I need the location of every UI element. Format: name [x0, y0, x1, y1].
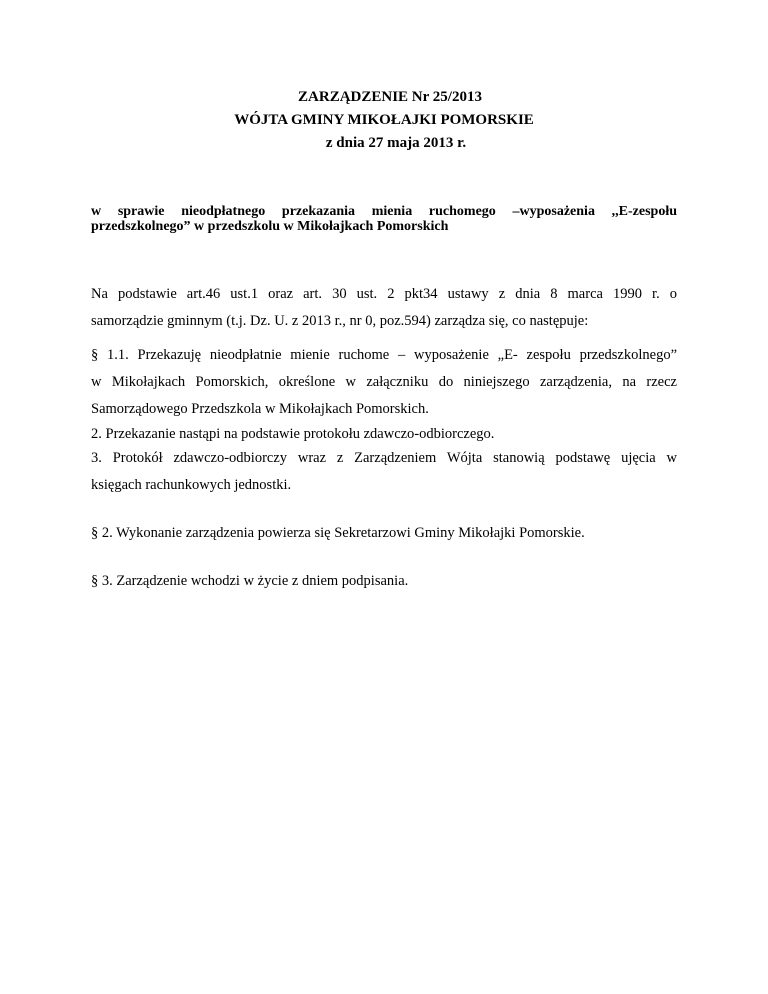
section-1-point-3: 3. Protokół zdawczo-odbiorczy wraz z Zarządzeniem Wójta stanowią podstawę ujęcia w — [91, 450, 677, 466]
legal-basis-line: Na podstawie art.46 ust.1 oraz art. 30 ust. 2 pkt34 ustawy z dnia 8 marca 1990 r. o — [91, 286, 677, 302]
section-1-line: § 1.1. Przekazuję nieodpłatnie mienie ruchome – wyposażenie „E- zespołu przedszkolnego” — [91, 347, 677, 363]
section-3-paragraph — [91, 568, 677, 595]
section-1-paragraph — [91, 342, 677, 499]
section-1-line: Samorządowego Przedszkola w Mikołajkach Pomorskich. — [91, 401, 429, 417]
legal-basis-line: samorządzie gminnym (t.j. Dz. U. z 2013 r., nr 0, poz.594) zarządza się, co następuje: — [91, 313, 589, 329]
document-title: ZARZĄDZENIE Nr 25/2013 — [298, 89, 482, 105]
section-3-text: § 3. Zarządzenie wchodzi w życie z dniem podpisania. — [91, 573, 409, 589]
section-2-text: § 2. Wykonanie zarządzenia powierza się Sekretarzowi Gminy Mikołajki Pomorskie. — [91, 525, 585, 541]
subject-line: w sprawie nieodpłatnego przekazania mienia ruchomego –wyposażenia ,,E-zespołu — [91, 204, 677, 219]
document-subject — [91, 204, 677, 234]
section-2-paragraph — [91, 520, 677, 547]
legal-basis-paragraph — [91, 281, 677, 335]
subject-line: przedszkolnego” w przedszkolu w Mikołajkach Pomorskich — [91, 219, 449, 234]
section-1-line: w Mikołajkach Pomorskich, określone w załączniku do niniejszego zarządzenia, na rzecz — [91, 374, 677, 390]
section-1-line: księgach rachunkowych jednostki. — [91, 477, 292, 493]
section-1-point-2: 2. Przekazanie nastąpi na podstawie protokołu zdawczo-odbiorczego. — [91, 426, 495, 442]
document-date: z dnia 27 maja 2013 r. — [325, 135, 467, 151]
issuer-title: WÓJTA GMINY MIKOŁAJKI POMORSKIE — [234, 112, 534, 128]
